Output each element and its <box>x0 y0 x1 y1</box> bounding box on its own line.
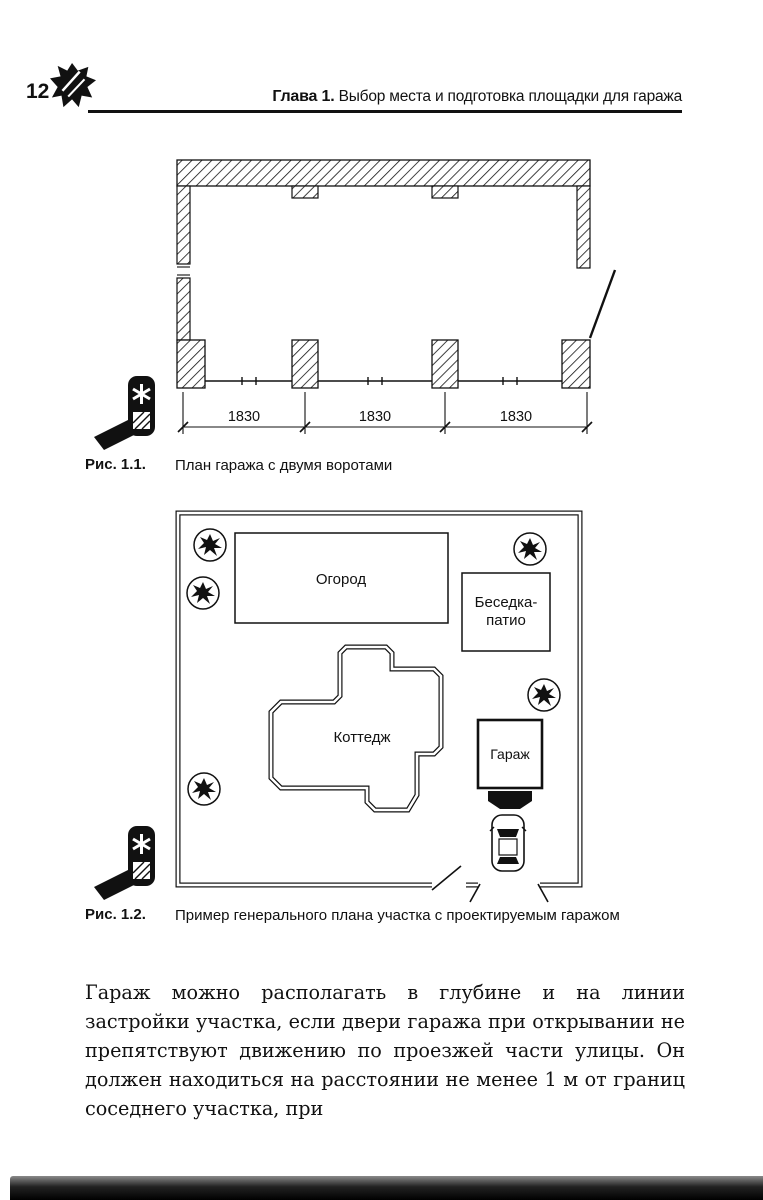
tree-icon <box>188 773 220 805</box>
dimension-label: 1830 <box>499 409 533 425</box>
figure-2-siteplan <box>170 505 590 905</box>
wall-right-upper <box>577 186 590 268</box>
wall-top <box>177 160 590 186</box>
car-icon <box>490 815 526 871</box>
tree-icon <box>514 533 546 565</box>
header-rule <box>88 110 682 113</box>
door-leaf <box>590 270 615 338</box>
dimension-label: 1830 <box>358 409 392 425</box>
wall-pier <box>292 186 318 198</box>
figure-1-caption-label: Рис. 1.1. <box>85 456 146 473</box>
brush-marker-icon <box>90 824 160 902</box>
figure-2-caption-text: Пример генерального плана участка с проектируемым гаражом <box>175 907 620 924</box>
garage-label: Гараж <box>490 746 530 762</box>
pier-bottom-right <box>562 340 590 388</box>
pier-bottom-left <box>177 340 205 388</box>
brush-marker-icon <box>90 374 160 452</box>
chapter-header <box>180 88 682 106</box>
dimension-label: 1830 <box>227 409 261 425</box>
gazebo-label-line1: Беседка- <box>474 594 538 611</box>
tree-icon <box>187 577 219 609</box>
chapter-logo-icon <box>50 60 96 112</box>
cottage-label: Коттедж <box>333 729 391 746</box>
wall-left-lower <box>177 278 190 340</box>
garden-label: Огород <box>315 571 367 588</box>
pier-bottom-mid2 <box>432 340 458 388</box>
wall-left-upper <box>177 186 190 264</box>
page-bottom-edge <box>10 1176 763 1200</box>
pier-bottom-mid1 <box>292 340 318 388</box>
tree-icon <box>528 679 560 711</box>
chapter-label: Глава 1. <box>272 88 335 105</box>
body-paragraph: Гараж можно располагать в глубине и на линии застройки участка, если двери гаража при открывании не препятствуют движению по проезжей части улицы. Он должен находиться на расстоянии не менее 1 м от границ соседнего участка, при <box>85 981 685 1120</box>
figure-1-caption-text: План гаража с двумя воротами <box>175 457 393 474</box>
page-number: 12 <box>26 80 50 103</box>
chapter-title: Выбор места и подготовка площадки для гаража <box>338 88 682 105</box>
figure-2-caption-label: Рис. 1.2. <box>85 906 146 923</box>
gate-lines <box>205 377 562 385</box>
figure-1-plan <box>172 150 622 440</box>
wall-pier <box>432 186 458 198</box>
tree-icon <box>194 529 226 561</box>
gazebo-label-line2: патио <box>486 612 526 629</box>
